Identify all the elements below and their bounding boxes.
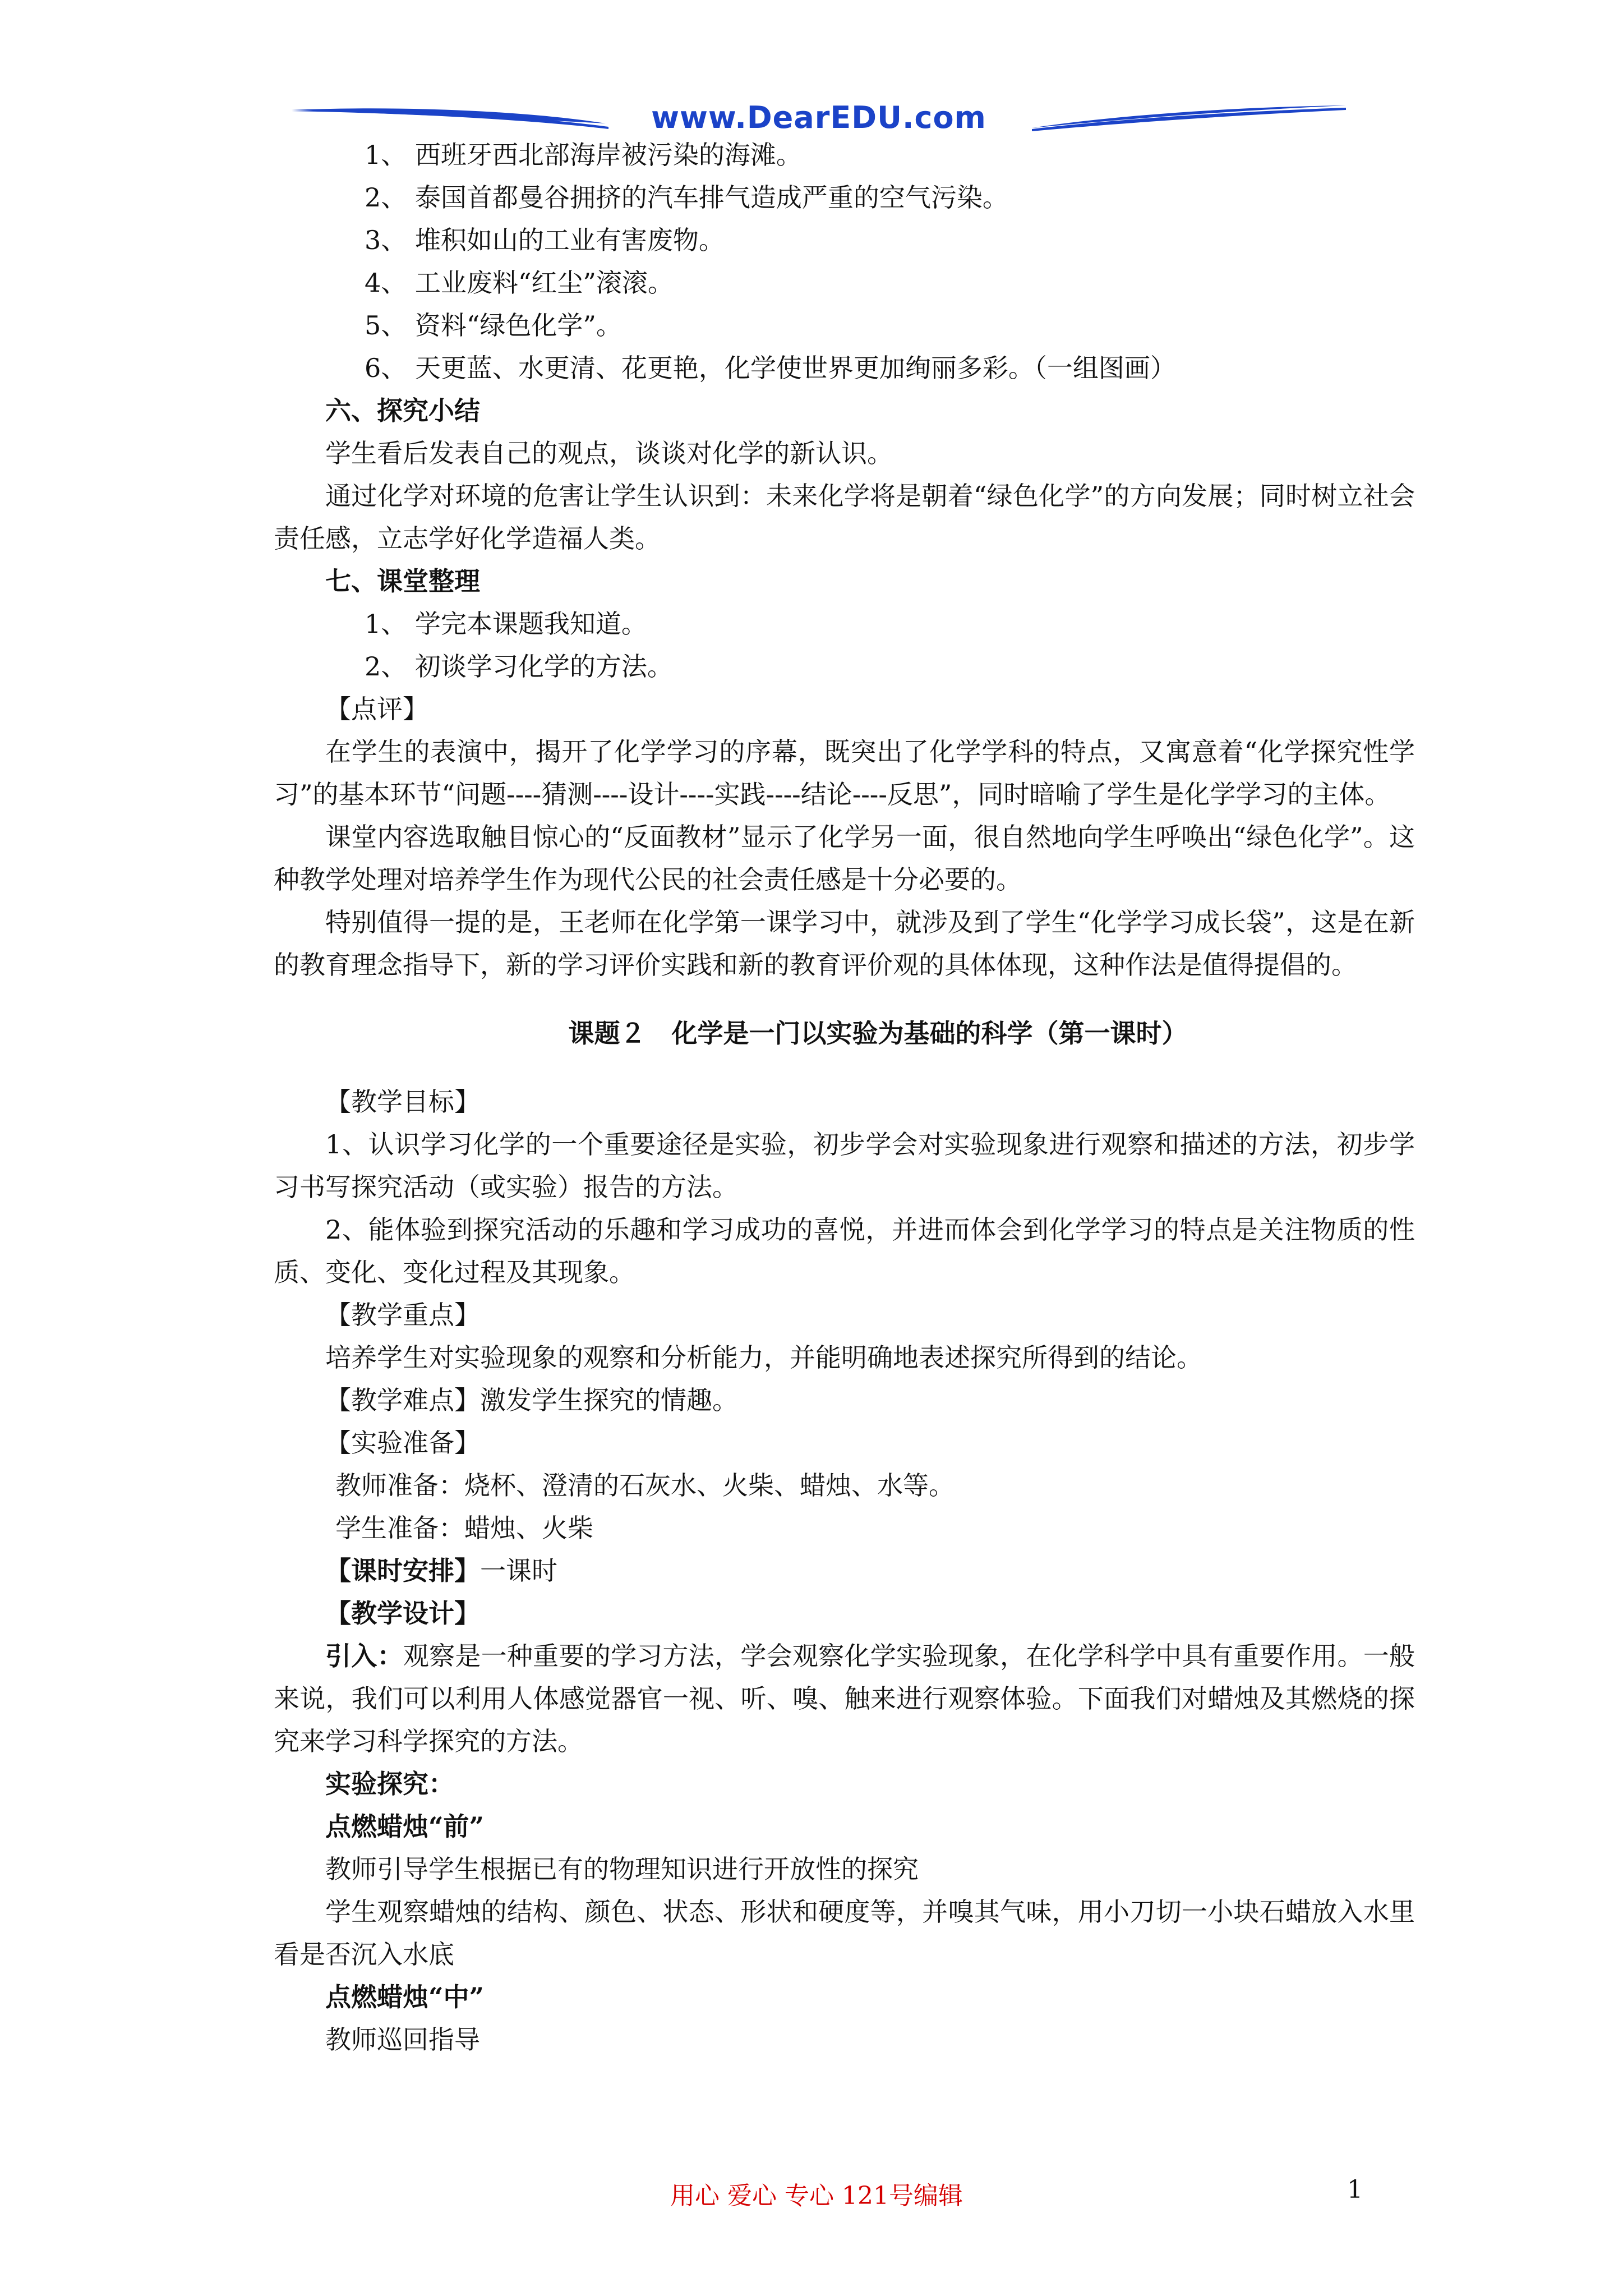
paragraph: 1、认识学习化学的一个重要途径是实验，初步学会对实验现象进行观察和描述的方法，初步学习书写探究活动（或实验）报告的方法。 bbox=[274, 1129, 1415, 1202]
list-item: 2、 初谈学习化学的方法。 bbox=[365, 651, 673, 682]
paragraph: 学生看后发表自己的观点，谈谈对化学的新认识。 bbox=[325, 438, 893, 468]
page-number: 1 bbox=[1347, 2175, 1363, 2204]
schedule-line bbox=[274, 1549, 1415, 1592]
list-item: 1、 西班牙西北部海岸被污染的海滩。 bbox=[365, 140, 802, 170]
design-label: 【教学设计】 bbox=[325, 1598, 480, 1628]
difficulty-line bbox=[274, 1379, 1415, 1421]
list-item: 1、 学完本课题我知道。 bbox=[365, 609, 647, 639]
schedule-text: 一课时 bbox=[480, 1556, 557, 1586]
difficulty-text: 激发学生探究的情趣。 bbox=[480, 1385, 738, 1415]
intro-paragraph bbox=[274, 1635, 1415, 1763]
paragraph: 课堂内容选取触目惊心的“反面教材”显示了化学另一面，很自然地向学生呼唤出“绿色化学”。这种教学处理对培养学生作为现代公民的社会责任感是十分必要的。 bbox=[274, 822, 1415, 895]
paragraph: 教师巡回指导 bbox=[325, 2024, 480, 2055]
explore-label: 实验探究： bbox=[325, 1769, 454, 1799]
site-logo-text[interactable]: www.DearEDU.com bbox=[651, 100, 986, 135]
paragraph: 2、能体验到探究活动的乐趣和学习成功的喜悦，并进而体会到化学学习的特点是关注物质的性质、变化、变化过程及其现象。 bbox=[274, 1214, 1415, 1287]
document-body bbox=[274, 134, 1415, 2061]
paragraph: 教师准备：烧杯、澄清的石灰水、火柴、蜡烛、水等。 bbox=[335, 1470, 955, 1501]
paragraph: 学生准备：蜡烛、火柴 bbox=[335, 1513, 593, 1543]
list-item: 4、 工业废料“红尘”滚滚。 bbox=[365, 268, 674, 298]
difficulty-label: 【教学难点】 bbox=[325, 1385, 480, 1415]
schedule-label: 【课时安排】 bbox=[325, 1556, 480, 1586]
footer-text: 用心 爱心 专心 121号编辑 bbox=[670, 2182, 963, 2210]
intro-label: 引入： bbox=[325, 1641, 403, 1671]
paragraph: 通过化学对环境的危害让学生认识到：未来化学将是朝着“绿色化学”的方向发展；同时树立社会责任感，立志学好化学造福人类。 bbox=[274, 481, 1415, 554]
page-footer bbox=[0, 2175, 1623, 2220]
list-item: 3、 堆积如山的工业有害废物。 bbox=[365, 225, 725, 255]
list-item: 2、 泰国首都曼谷拥挤的汽车排气造成严重的空气污染。 bbox=[365, 182, 1008, 213]
paragraph: 在学生的表演中，揭开了化学学习的序幕，既突出了化学学科的特点，又寓意着“化学探究性学习”的基本环节“问题----猜测----设计----实践----结论----反思”，同时暗喻了学生是化学学习的主体。 bbox=[274, 737, 1415, 809]
during-heading: 点燃蜡烛“中” bbox=[325, 1982, 484, 2012]
list-item: 6、 天更蓝、水更清、花更艳，化学使世界更加绚丽多彩。（一组图画） bbox=[365, 353, 1176, 383]
section-heading: 六、探究小结 bbox=[325, 395, 480, 426]
section-heading: 七、课堂整理 bbox=[325, 566, 480, 596]
key-label: 【教学重点】 bbox=[325, 1300, 480, 1330]
lesson-title: 课题２ 化学是一门以实验为基础的科学（第一课时） bbox=[568, 1018, 1188, 1048]
paragraph: 培养学生对实验现象的观察和分析能力，并能明确地表述探究所得到的结论。 bbox=[325, 1342, 1202, 1373]
list-item: 5、 资料“绿色化学”。 bbox=[365, 310, 622, 341]
paragraph: 学生观察蜡烛的结构、颜色、状态、形状和硬度等，并嗅其气味，用小刀切一小块石蜡放入水里看是否沉入水底 bbox=[274, 1897, 1415, 1970]
before-heading: 点燃蜡烛“前” bbox=[325, 1811, 484, 1842]
intro-text: 观察是一种重要的学习方法，学会观察化学实验现象，在化学科学中具有重要作用。一般来说，我们可以利用人体感觉器官一视、听、嗅、触来进行观察体验。下面我们对蜡烛及其燃烧的探究来学习科学探究的方法。 bbox=[274, 1641, 1415, 1756]
paragraph: 教师引导学生根据已有的物理知识进行开放性的探究 bbox=[325, 1854, 919, 1884]
prep-label: 【实验准备】 bbox=[325, 1428, 480, 1458]
goals-label: 【教学目标】 bbox=[325, 1087, 480, 1117]
paragraph: 特别值得一提的是，王老师在化学第一课学习中，就涉及到了学生“化学学习成长袋”，这是在新的教育理念指导下，新的学习评价实践和新的教育评价观的具体体现，这种作法是值得提倡的。 bbox=[274, 907, 1415, 980]
review-label: 【点评】 bbox=[325, 694, 428, 724]
